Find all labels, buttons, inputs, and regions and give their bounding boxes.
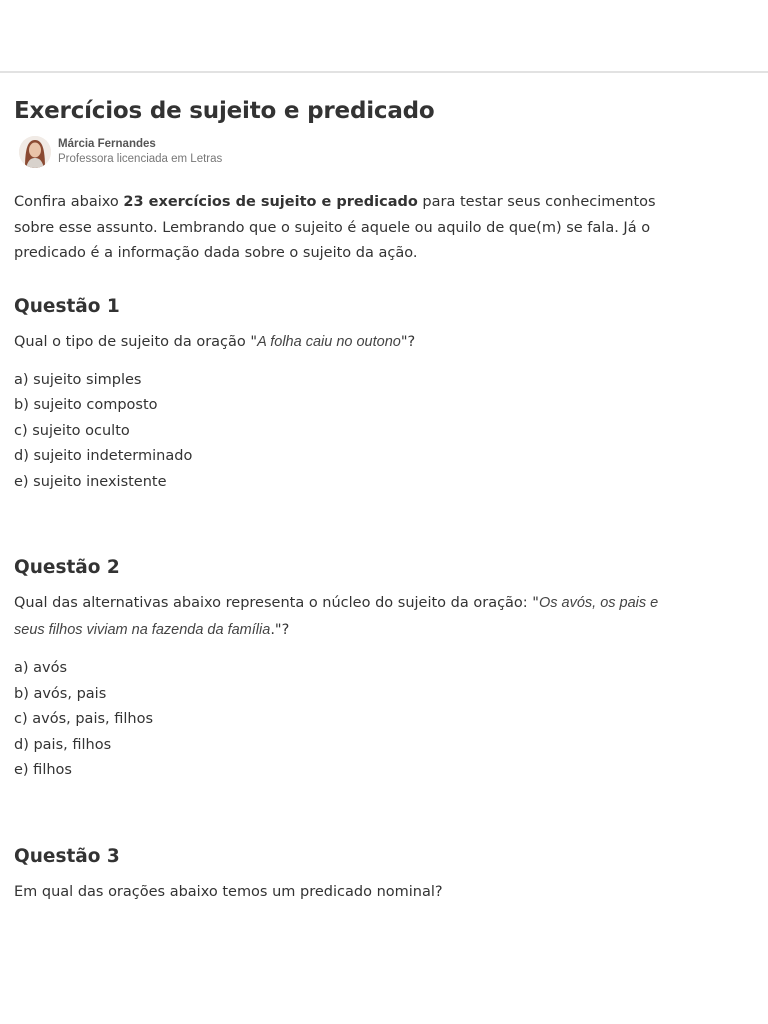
intro-paragraph [14,190,684,267]
question-statement [14,879,684,906]
question-quote: Os avós, os pais e seus filhos viviam na fazenda da família [14,595,659,638]
answer-option-e: e) sujeito inexistente [14,473,167,490]
question-quote: A folha caiu no outono [257,333,401,350]
answer-option-c: c) sujeito oculto [14,422,130,439]
question-text-end: ."? [270,622,290,638]
author-name[interactable]: Márcia Fernandes [58,138,156,150]
question-3 [14,844,684,906]
author-role: Professora licenciada em Letras [58,153,223,165]
intro-bold-text: 23 exercícios de sujeito e predicado [123,194,418,210]
answer-options [14,656,684,784]
question-title: Questão 3 [14,845,120,867]
article-content [14,94,684,906]
author-avatar[interactable] [19,136,51,168]
author-photo-icon [19,136,51,168]
question-text: Qual das alternativas abaixo representa o núcleo do sujeito da oração: " [14,595,539,611]
answer-option-a: a) sujeito simples [14,371,142,388]
question-1 [14,294,684,496]
answer-option-b: b) avós, pais [14,685,107,702]
answer-options [14,368,684,496]
question-statement [14,329,684,356]
answer-option-e: e) filhos [14,762,72,778]
question-statement [14,590,684,644]
answer-option-a: a) avós [14,660,68,676]
question-text-end: "? [400,333,416,350]
answer-option-c: c) avós, pais, filhos [14,711,154,727]
intro-text-start: Confira abaixo [14,194,124,210]
answer-option-d: d) sujeito indeterminado [14,448,193,464]
top-navigation-bar [0,0,768,73]
answer-option-b: b) sujeito composto [14,397,158,413]
question-title: Questão 1 [14,295,120,317]
question-title: Questão 2 [14,557,120,578]
question-2 [14,555,684,784]
page-title: Exercícios de sujeito e predicado [14,98,435,124]
author-byline [14,136,684,172]
intro-text-end: para testar seus conhecimentos sobre esse assunto. Lembrando que o sujeito é aquele ou aquilo de que(m) se fala. Já o predicado é a informação dada sobre o sujeito da ação. [14,194,656,261]
question-text: Em qual das orações abaixo temos um predicado nominal? [14,883,443,900]
question-text: Qual o tipo de sujeito da oração " [14,333,258,350]
answer-option-d: d) pais, filhos [14,736,112,753]
author-info [58,137,222,167]
